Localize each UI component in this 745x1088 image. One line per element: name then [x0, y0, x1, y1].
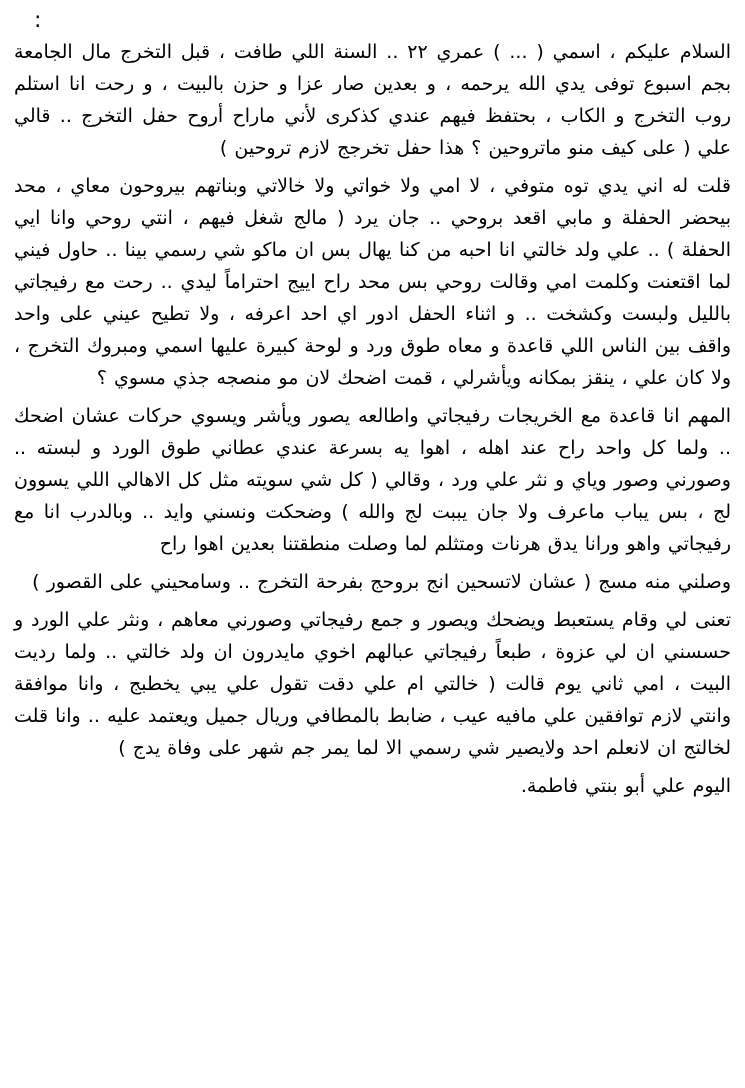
top-colon-marker: : [34, 8, 42, 33]
paragraph-message: وصلني منه مسج ( عشان لاتسحين انج بروحج بفرحة التخرج .. وسامحيني على القصور ) [32, 571, 731, 593]
paragraph-closing: اليوم علي أبو بنتي فاطمة. [520, 775, 731, 797]
paragraph-fifth: تعنى لي وقام يستعبط ويضحك ويصور و جمع رفيجاتي وصورني معاهم ، ونثر علي الورد و حسسني ان لي عزوة ، طبعاً رفيجاتي عبالهم اخوي مايدرون ان ولد خالتي .. ولما رديت البيت ، امي ثاني يوم قالت ( خالتي ام علي دقت تقول علي يبي يخطبج ، وانا موافقة وانتي لازم توافقين علي مافيه عيب ، ضابط بالمطافي وريال جميل ويعتمد عليه .. وانا قلت لخالتج ان لانعلم احد ولايصير شي رسمي الا لما يمر جم شهر على وفاة يدج ) [14, 609, 731, 759]
paragraph-third: المهم انا قاعدة مع الخريجات رفيجاتي واطالعه يصور ويأشر ويسوي حركات عشان اضحك .. ولما كل واحد راح عند اهله ، اهوا يه بسرعة عندي عطاني طوق الورد و لبسته .. وصورني وصور وياي و نثر علي ورد ، وقالي ( كل شي سويته مثل كل الاهالي اللي يسوون لج ، بس يباب ماعرف ولا جان يببت لج والله ) وضحكت ونسني وايد .. وبالدرب انا مع رفيجاتي واهو ورانا يدق هرنات ومتثلم لما وصلت منطقتنا بعدين اهوا راح [14, 405, 731, 555]
paragraph-second: قلت له اني يدي توه متوفي ، لا امي ولا خواتي ولا خالاتي وبناتهم بيروحون معاي ، محد بيحضر الحفلة و مابي اقعد بروحي .. جان يرد ( مالج شغل فيهم ، انتي روحي وانا ايي الحفلة ) .. علي ولد خالتي انا احبه من كنا يهال بس ان ماكو شي رسمي بينا .. حاول فيني لما اقتعنت وكلمت امي وقالت روحي بس محد راح اييج احتراماً ليدي .. رحت مع رفيجاتي بالليل ولبست وكشخت .. و اثناء الحفل ادور اي احد اعرفه ، ولا تطيح عيني على واحد واقف بين الناس اللي قاعدة و معاه طوق ورد و لوحة كبيرة عليها اسمي ومبروك التخرج ، ولا كان علي ، ينقز بمكانه ويأشرلي ، قمت اضحك لان مو منصجه جذي مسوي ؟ [14, 175, 731, 389]
paragraph-intro: السلام عليكم ، اسمي ( ... ) عمري ٢٢ .. السنة اللي طافت ، قبل التخرج مال الجامعة بجم اسبوع توفى يدي الله يرحمه ، و بعدين صار عزا و حزن بالبيت ، و رحت انا استلم روب التخرج و الكاب ، بحتفظ فيهم عندي كذكرى لأني ماراح أروح حفل التخرج .. قالي علي ( على كيف منو ماتروحين ؟ هذا حفل تخرجج لازم تروحين ) [14, 41, 731, 159]
